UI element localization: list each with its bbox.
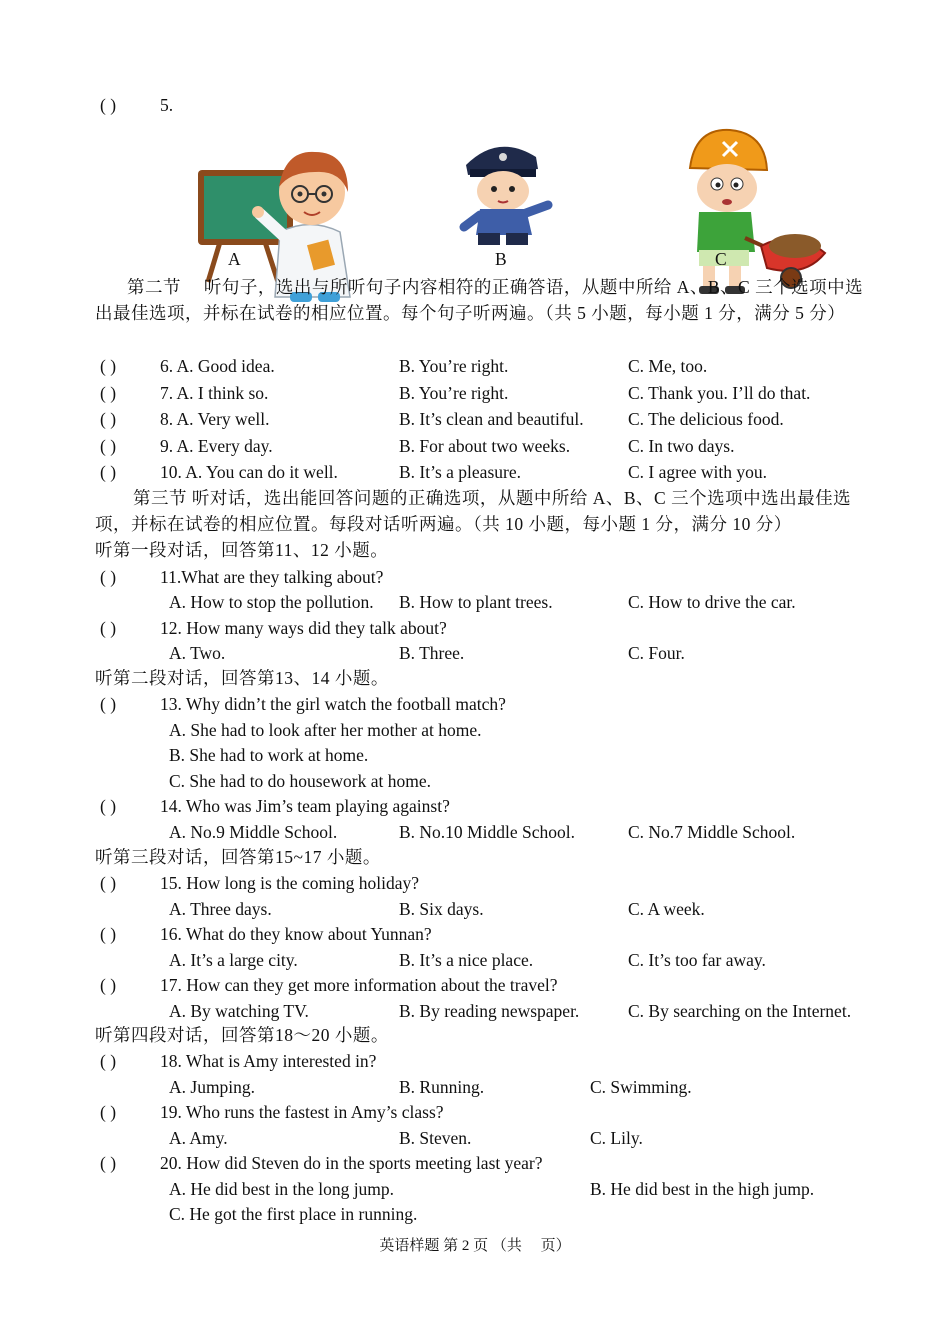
question-text: 20. How did Steven do in the sports meeting last year? bbox=[160, 1153, 543, 1173]
option-b: B. Running. bbox=[399, 1077, 485, 1097]
option-a: A. How to stop the pollution. bbox=[169, 592, 374, 612]
section3-instructions: 第三节 听对话，选出能回答问题的正确选项，从题中所给 A、B、C 三个选项中选出最佳选项，并标在试卷的相应位置。每段对话听两遍。（共 10 小题，每小题 1 分，满分 10 分） bbox=[95, 488, 852, 534]
option-b: B. By reading newspaper. bbox=[399, 1001, 580, 1021]
option-a: A. By watching TV. bbox=[169, 1001, 309, 1021]
picture-policeman bbox=[458, 135, 553, 250]
dialogue-3-heading: 听第三段对话，回答第15~17 小题。 bbox=[95, 847, 381, 867]
option-b: B. He did best in the high jump. bbox=[590, 1179, 815, 1199]
option-b: B. She had to work at home. bbox=[169, 745, 369, 765]
answer-paren: ( ) bbox=[100, 383, 117, 403]
option-b: B. Three. bbox=[399, 643, 465, 663]
answer-paren: ( ) bbox=[100, 694, 117, 714]
answer-paren: ( ) bbox=[100, 356, 117, 376]
question-text: 14. Who was Jim’s team playing against? bbox=[160, 796, 450, 816]
option-a: A. She had to look after her mother at home. bbox=[169, 720, 482, 740]
option-a: A. Two. bbox=[169, 643, 226, 663]
option-c: C. Me, too. bbox=[628, 356, 708, 376]
answer-paren: ( ) bbox=[100, 796, 117, 816]
option-b: B. Steven. bbox=[399, 1128, 472, 1148]
answer-paren: ( ) bbox=[100, 1153, 117, 1173]
answer-paren: ( ) bbox=[100, 1051, 117, 1071]
answer-paren: ( ) bbox=[100, 409, 117, 429]
option-c: C. She had to do housework at home. bbox=[169, 771, 431, 791]
option-b: B. You’re right. bbox=[399, 356, 509, 376]
answer-paren: ( ) bbox=[100, 95, 117, 115]
answer-paren: ( ) bbox=[100, 462, 117, 482]
option-c: C. It’s too far away. bbox=[628, 950, 766, 970]
dialogue-4-heading: 听第四段对话，回答第18～20 小题。 bbox=[95, 1025, 389, 1045]
question-text: 12. How many ways did they talk about? bbox=[160, 618, 447, 638]
option-c: C. Lily. bbox=[590, 1128, 643, 1148]
answer-paren: ( ) bbox=[100, 873, 117, 893]
option-b: B. How to plant trees. bbox=[399, 592, 553, 612]
question-text: 17. How can they get more information about the travel? bbox=[160, 975, 558, 995]
option-b: B. It’s a nice place. bbox=[399, 950, 534, 970]
option-a: A. It’s a large city. bbox=[169, 950, 298, 970]
option-a: 10. A. You can do it well. bbox=[160, 462, 338, 482]
option-a: A. Three days. bbox=[169, 899, 272, 919]
option-a: 8. A. Very well. bbox=[160, 409, 270, 429]
answer-paren: ( ) bbox=[100, 924, 117, 944]
option-a: A. Amy. bbox=[169, 1128, 228, 1148]
question-text: 11.What are they talking about? bbox=[160, 567, 384, 587]
section2-instructions: 第二节 听句子，选出与所听句子内容相符的正确答语，从题中所给 A、B、C 三个选项中选出最佳选项，并标在试卷的相应位置。每个句子听两遍。（共 5 小题，每小题 1 分，满分 5 分） bbox=[95, 277, 864, 323]
question-text: 16. What do they know about Yunnan? bbox=[160, 924, 432, 944]
question-text: 13. Why didn’t the girl watch the football match? bbox=[160, 694, 506, 714]
page-footer: 英语样题 第 2 页 （共 页） bbox=[379, 1238, 571, 1254]
option-b: B. It’s a pleasure. bbox=[399, 462, 521, 482]
option-c: C. Four. bbox=[628, 643, 685, 663]
option-b: B. You’re right. bbox=[399, 383, 509, 403]
answer-paren: ( ) bbox=[100, 567, 117, 587]
answer-paren: ( ) bbox=[100, 618, 117, 638]
option-a: A. No.9 Middle School. bbox=[169, 822, 338, 842]
option-c: C. How to drive the car. bbox=[628, 592, 796, 612]
question-text: 15. How long is the coming holiday? bbox=[160, 873, 420, 893]
option-c: C. I agree with you. bbox=[628, 462, 767, 482]
picture-label-c: C bbox=[715, 249, 727, 269]
option-c: C. In two days. bbox=[628, 436, 735, 456]
option-c: C. He got the first place in running. bbox=[169, 1204, 418, 1224]
question-text: 18. What is Amy interested in? bbox=[160, 1051, 377, 1071]
option-b: B. No.10 Middle School. bbox=[399, 822, 575, 842]
question-text: 19. Who runs the fastest in Amy’s class? bbox=[160, 1102, 444, 1122]
option-c: C. A week. bbox=[628, 899, 705, 919]
option-b: B. Six days. bbox=[399, 899, 484, 919]
option-c: C. Thank you. I’ll do that. bbox=[628, 383, 811, 403]
answer-paren: ( ) bbox=[100, 975, 117, 995]
option-c: C. By searching on the Internet. bbox=[628, 1001, 852, 1021]
question-number: 5. bbox=[160, 95, 174, 115]
option-c: C. Swimming. bbox=[590, 1077, 692, 1097]
option-c: C. The delicious food. bbox=[628, 409, 784, 429]
option-a: 7. A. I think so. bbox=[160, 383, 269, 403]
picture-label-b: B bbox=[495, 249, 507, 269]
answer-paren: ( ) bbox=[100, 1102, 117, 1122]
option-a: 6. A. Good idea. bbox=[160, 356, 275, 376]
option-c: C. No.7 Middle School. bbox=[628, 822, 796, 842]
option-b: B. It’s clean and beautiful. bbox=[399, 409, 584, 429]
option-a: A. Jumping. bbox=[169, 1077, 256, 1097]
dialogue-1-heading: 听第一段对话，回答第11、12 小题。 bbox=[95, 540, 389, 560]
option-a: 9. A. Every day. bbox=[160, 436, 273, 456]
picture-label-a: A bbox=[228, 249, 241, 269]
option-a: A. He did best in the long jump. bbox=[169, 1179, 395, 1199]
option-b: B. For about two weeks. bbox=[399, 436, 571, 456]
dialogue-2-heading: 听第二段对话，回答第13、14 小题。 bbox=[95, 668, 389, 688]
answer-paren: ( ) bbox=[100, 436, 117, 456]
picture-worker bbox=[685, 128, 835, 298]
